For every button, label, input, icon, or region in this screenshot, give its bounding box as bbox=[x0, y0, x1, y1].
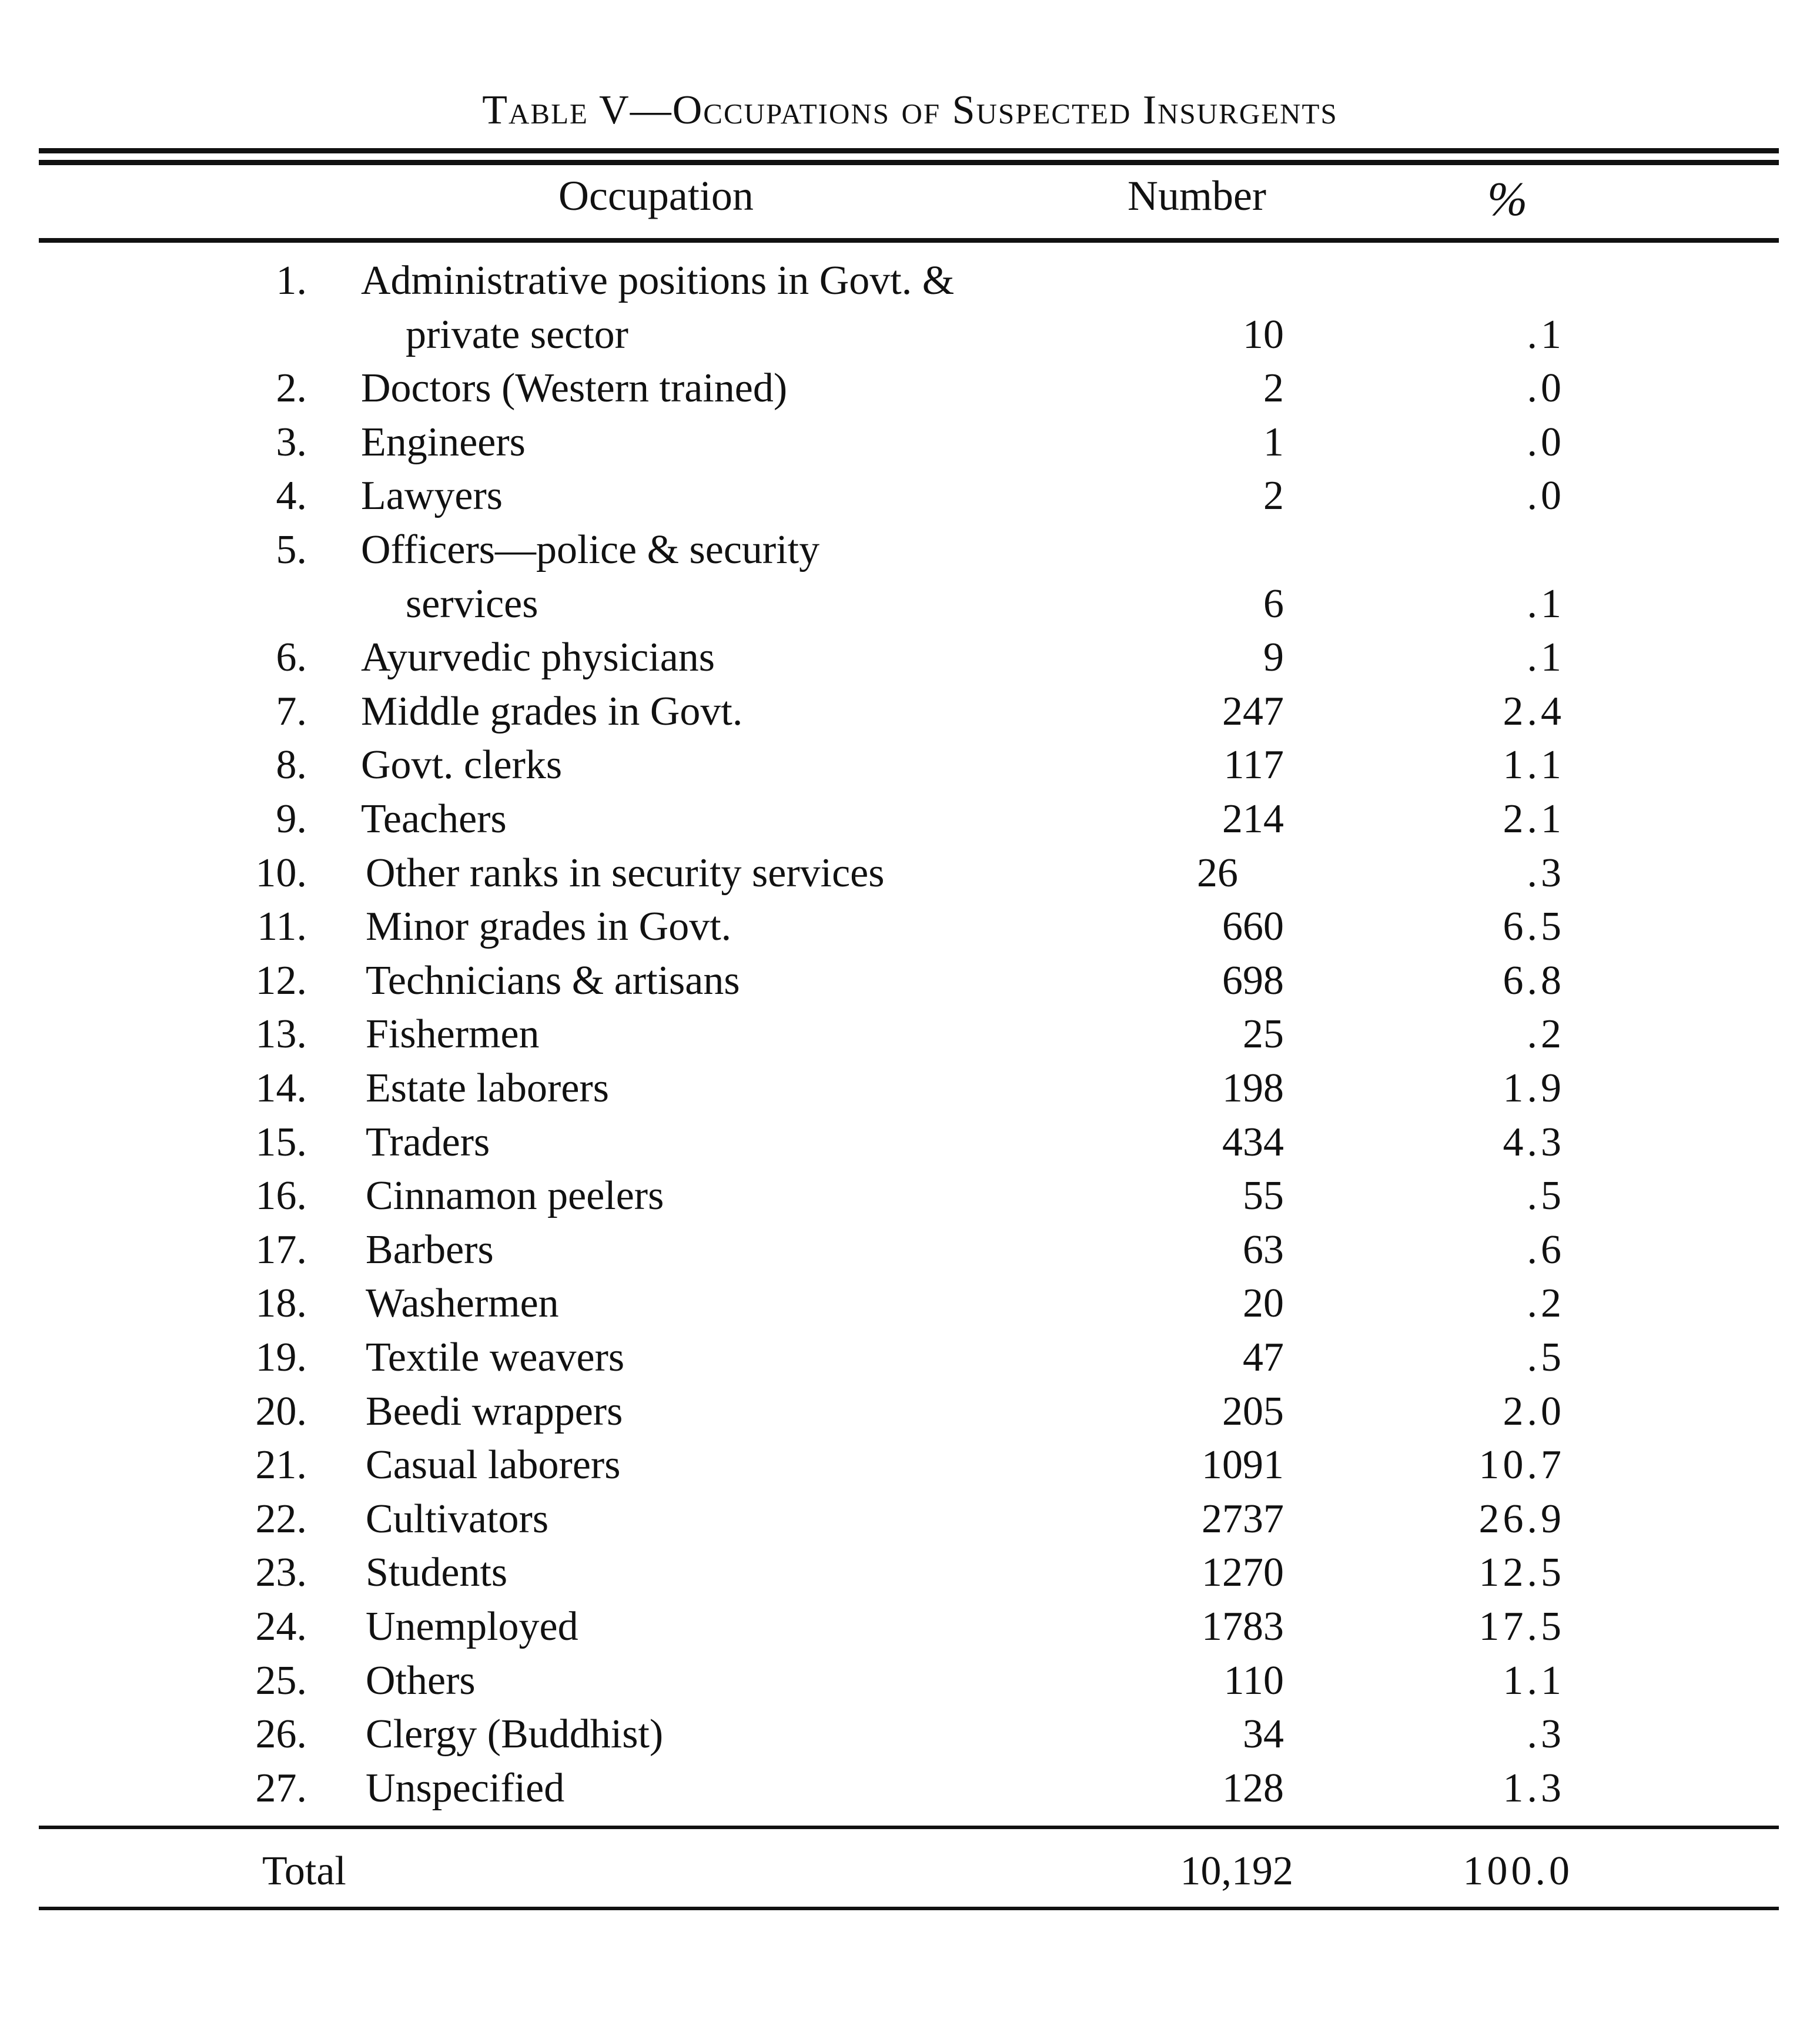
occupation-label: Administrative positions in Govt. & bbox=[361, 258, 955, 303]
total-rule bbox=[39, 1826, 1779, 1829]
occupation-label: Estate laborers bbox=[366, 1066, 609, 1111]
occupation-label: Casual laborers bbox=[366, 1442, 621, 1488]
percent-cell: 10.7 bbox=[1478, 1442, 1565, 1488]
occupation-label: Teachers bbox=[361, 796, 507, 842]
row-index: 1. bbox=[276, 258, 307, 303]
row-index: 19. bbox=[255, 1335, 307, 1380]
table-row-continuation bbox=[0, 308, 1820, 362]
table-row bbox=[0, 1546, 1820, 1600]
occupation-label: Washermen bbox=[366, 1281, 559, 1327]
number-cell: 2 bbox=[1263, 366, 1284, 411]
percent-cell: 17.5 bbox=[1478, 1604, 1565, 1649]
table-row bbox=[0, 1707, 1820, 1762]
row-index: 12. bbox=[255, 957, 307, 1003]
total-label: Total bbox=[262, 1849, 346, 1894]
table-row bbox=[0, 631, 1820, 685]
table-row bbox=[0, 1223, 1820, 1277]
occupation-label: Minor grades in Govt. bbox=[366, 904, 732, 950]
table-row bbox=[0, 1438, 1820, 1492]
occupation-label-continuation: private sector bbox=[406, 312, 628, 357]
table-row bbox=[0, 685, 1820, 739]
table-row bbox=[0, 416, 1820, 470]
row-index: 23. bbox=[255, 1550, 307, 1596]
occupation-label: Textile weavers bbox=[366, 1335, 625, 1380]
percent-cell: 6.5 bbox=[1503, 904, 1565, 950]
row-index: 9. bbox=[276, 796, 307, 842]
table-row bbox=[0, 1331, 1820, 1385]
row-index: 24. bbox=[255, 1604, 307, 1649]
row-index: 16. bbox=[255, 1173, 307, 1219]
number-cell: 9 bbox=[1263, 635, 1284, 681]
percent-cell: 1.3 bbox=[1503, 1765, 1565, 1811]
occupation-label: Officers—police & security bbox=[361, 527, 820, 572]
occupation-label: Other ranks in security services bbox=[366, 850, 885, 896]
number-cell: 55 bbox=[1243, 1173, 1284, 1219]
number-cell: 25 bbox=[1243, 1012, 1284, 1057]
table-row bbox=[0, 738, 1820, 792]
occupation-label: Cinnamon peelers bbox=[366, 1173, 664, 1219]
number-cell: 1 bbox=[1263, 419, 1284, 465]
occupation-label: Traders bbox=[366, 1119, 490, 1165]
number-cell: 434 bbox=[1222, 1119, 1284, 1165]
occupation-label: Clergy (Buddhist) bbox=[366, 1712, 664, 1757]
percent-cell: 1.1 bbox=[1503, 1657, 1565, 1703]
table-row bbox=[0, 469, 1820, 523]
percent-cell: .5 bbox=[1527, 1173, 1565, 1219]
number-cell: 26 bbox=[1197, 850, 1238, 896]
percent-cell: 2.4 bbox=[1503, 688, 1565, 734]
percent-cell: .5 bbox=[1527, 1335, 1565, 1380]
number-cell: 117 bbox=[1223, 742, 1284, 788]
percent-cell: 1.9 bbox=[1503, 1066, 1565, 1111]
percent-cell: 1.1 bbox=[1503, 742, 1565, 788]
table-title: Table V—Occupations of Suspected Insurgents bbox=[482, 88, 1338, 133]
occupation-label: Engineers bbox=[361, 419, 526, 465]
row-index: 22. bbox=[255, 1496, 307, 1542]
table-row bbox=[0, 1385, 1820, 1439]
occupation-label: Barbers bbox=[366, 1227, 494, 1272]
header-rule bbox=[39, 238, 1779, 243]
number-cell: 128 bbox=[1222, 1765, 1284, 1811]
table-row bbox=[0, 1762, 1820, 1816]
percent-cell: .3 bbox=[1527, 1712, 1565, 1757]
number-cell: 110 bbox=[1223, 1657, 1284, 1703]
top-double-rule-upper bbox=[39, 148, 1779, 153]
row-index: 8. bbox=[276, 742, 307, 788]
number-cell: 247 bbox=[1222, 688, 1284, 734]
occupation-label: Students bbox=[366, 1550, 508, 1596]
row-index: 6. bbox=[276, 635, 307, 681]
table-row bbox=[0, 1169, 1820, 1223]
percent-cell: .6 bbox=[1527, 1227, 1565, 1272]
row-index: 5. bbox=[276, 527, 307, 572]
occupation-label: Middle grades in Govt. bbox=[361, 688, 743, 734]
number-cell: 20 bbox=[1243, 1281, 1284, 1327]
row-index: 3. bbox=[276, 419, 307, 465]
table-row bbox=[0, 361, 1820, 416]
number-cell: 1270 bbox=[1202, 1550, 1284, 1596]
table-row bbox=[0, 954, 1820, 1008]
occupation-label: Unspecified bbox=[366, 1765, 565, 1811]
percent-cell: 2.1 bbox=[1503, 796, 1565, 842]
percent-cell: 12.5 bbox=[1478, 1550, 1565, 1596]
table-row bbox=[0, 1492, 1820, 1546]
occupation-label: Unemployed bbox=[366, 1604, 578, 1649]
percent-cell: .2 bbox=[1527, 1281, 1565, 1327]
number-cell: 214 bbox=[1222, 796, 1284, 842]
header-percent: % bbox=[1487, 172, 1528, 226]
occupation-label: Govt. clerks bbox=[361, 742, 563, 788]
table-row bbox=[0, 254, 1820, 308]
occupation-label: Technicians & artisans bbox=[366, 957, 740, 1003]
top-double-rule-lower bbox=[39, 160, 1779, 165]
row-index: 4. bbox=[276, 473, 307, 519]
percent-cell: .2 bbox=[1527, 1012, 1565, 1057]
occupation-label: Beedi wrappers bbox=[366, 1388, 623, 1434]
row-index: 15. bbox=[255, 1119, 307, 1165]
row-index: 25. bbox=[255, 1657, 307, 1703]
table-row bbox=[0, 1600, 1820, 1654]
number-cell: 1783 bbox=[1202, 1604, 1284, 1649]
row-index: 2. bbox=[276, 366, 307, 411]
number-cell: 47 bbox=[1243, 1335, 1284, 1380]
percent-cell: .0 bbox=[1527, 366, 1565, 411]
occupation-label: Fishermen bbox=[366, 1012, 540, 1057]
row-index: 18. bbox=[255, 1281, 307, 1327]
row-index: 10. bbox=[255, 850, 307, 896]
row-index: 17. bbox=[255, 1227, 307, 1272]
occupation-label: Lawyers bbox=[361, 473, 503, 519]
number-cell: 698 bbox=[1222, 957, 1284, 1003]
percent-cell: .1 bbox=[1527, 581, 1565, 627]
number-cell: 198 bbox=[1222, 1066, 1284, 1111]
percent-cell: 4.3 bbox=[1503, 1119, 1565, 1165]
number-cell: 205 bbox=[1222, 1388, 1284, 1434]
percent-cell: 26.9 bbox=[1478, 1496, 1565, 1542]
occupation-label: Ayurvedic physicians bbox=[361, 635, 715, 681]
occupation-label-continuation: services bbox=[406, 581, 538, 627]
occupation-label: Others bbox=[366, 1657, 476, 1703]
total-row bbox=[0, 1844, 1820, 1898]
table-row bbox=[0, 792, 1820, 846]
row-index: 21. bbox=[255, 1442, 307, 1488]
percent-cell: .0 bbox=[1527, 473, 1565, 519]
number-cell: 1091 bbox=[1202, 1442, 1284, 1488]
percent-cell: .3 bbox=[1527, 850, 1565, 896]
bottom-rule bbox=[39, 1907, 1779, 1910]
row-index: 27. bbox=[255, 1765, 307, 1811]
percent-cell: .1 bbox=[1527, 635, 1565, 681]
number-cell: 34 bbox=[1243, 1712, 1284, 1757]
row-index: 11. bbox=[257, 904, 307, 950]
percent-cell: 6.8 bbox=[1503, 957, 1565, 1003]
occupation-label: Cultivators bbox=[366, 1496, 549, 1542]
header-occupation: Occupation bbox=[558, 172, 754, 219]
number-cell: 6 bbox=[1263, 581, 1284, 627]
occupation-label: Doctors (Western trained) bbox=[361, 366, 788, 411]
number-cell: 2737 bbox=[1202, 1496, 1284, 1542]
number-cell: 10 bbox=[1243, 312, 1284, 357]
total-number: 10,192 bbox=[1180, 1849, 1293, 1894]
number-cell: 660 bbox=[1222, 904, 1284, 950]
table-row bbox=[0, 900, 1820, 954]
row-index: 20. bbox=[255, 1388, 307, 1434]
row-index: 7. bbox=[276, 688, 307, 734]
row-index: 14. bbox=[255, 1066, 307, 1111]
number-cell: 2 bbox=[1263, 473, 1284, 519]
table-row bbox=[0, 1007, 1820, 1061]
total-percent: 100.0 bbox=[1463, 1849, 1573, 1894]
table-row bbox=[0, 1277, 1820, 1331]
percent-cell: .1 bbox=[1527, 312, 1565, 357]
table-row-continuation bbox=[0, 577, 1820, 631]
percent-cell: 2.0 bbox=[1503, 1388, 1565, 1434]
table-row bbox=[0, 1654, 1820, 1708]
percent-cell: .0 bbox=[1527, 419, 1565, 465]
number-cell: 63 bbox=[1243, 1227, 1284, 1272]
row-index: 13. bbox=[255, 1012, 307, 1057]
table-row bbox=[0, 846, 1820, 900]
row-index: 26. bbox=[255, 1712, 307, 1757]
header-number: Number bbox=[1128, 172, 1266, 219]
table-row bbox=[0, 523, 1820, 577]
table-row bbox=[0, 1116, 1820, 1170]
table-row bbox=[0, 1061, 1820, 1116]
